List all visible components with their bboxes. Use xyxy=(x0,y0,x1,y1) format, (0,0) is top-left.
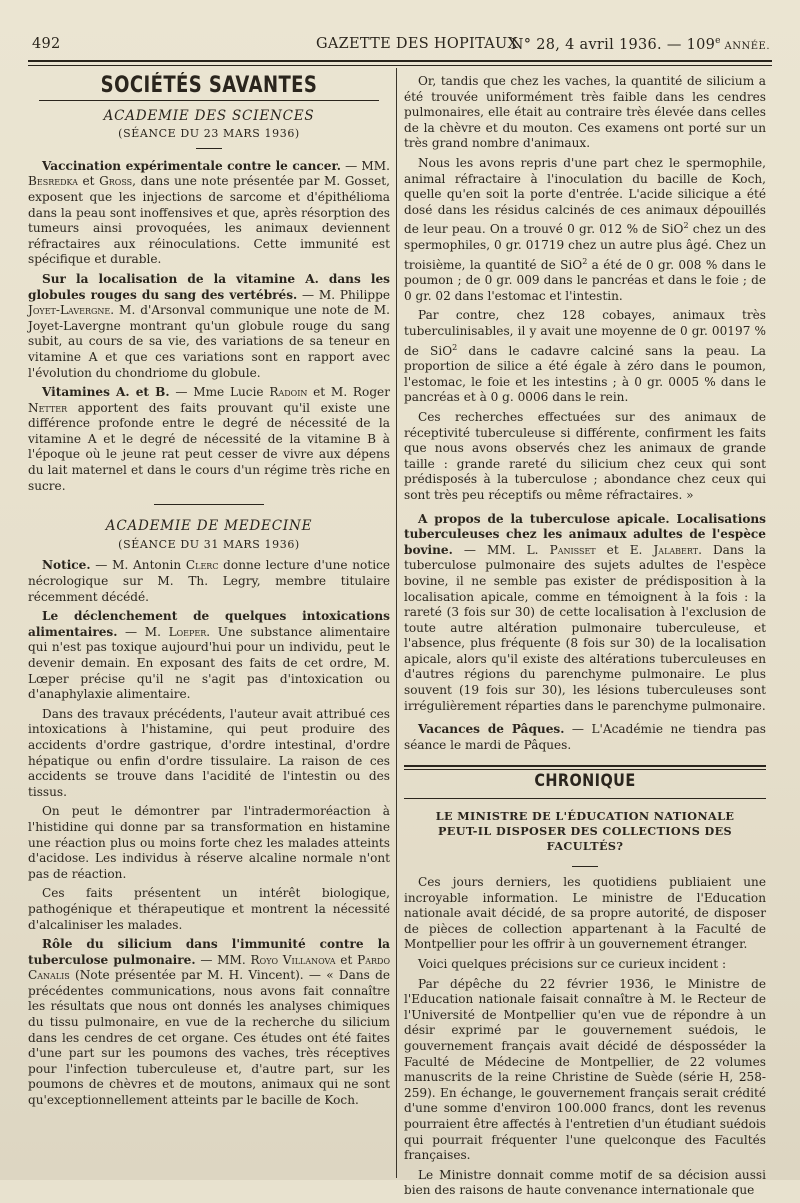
article-vacances xyxy=(404,722,766,753)
article-vitamine-a xyxy=(28,272,390,381)
short-rule xyxy=(196,148,222,149)
text: et M. Roger xyxy=(307,385,390,400)
article-body: — L'Académie ne tiendra pas séance le mardi de Pâques. xyxy=(404,722,766,752)
superscript: 2 xyxy=(683,221,689,231)
author: Panisset xyxy=(549,542,596,557)
section-rule xyxy=(39,100,379,101)
article-body: (Note présentée par M. H. Vincent). — « Dans de précédentes communications, nous avons fait connaître les résultats que nous ont donnés les analyses chimiques du tissu pulmonaire, en vue de la recherche du silicium dans les cendres de cet organe. Ces études ont été faites d'une part sur les poumons des vaches, très réceptives pour l'infection tuberculeuse et, d'autre part, sur les poumons de chèvres et de moutons, animaux qui ne sont qu'exceptionnellement atteints par le bacille de Koch. xyxy=(28,968,390,1108)
author: Besredka xyxy=(28,174,78,189)
text: — M. Philippe xyxy=(297,287,390,302)
author: Jalabert xyxy=(653,542,699,557)
author: Joyet-Lavergne xyxy=(28,303,111,318)
issue-suffix: ANNÉE. xyxy=(720,40,770,52)
subheading-line: LE MINISTRE DE L'ÉDUCATION NATIONALE xyxy=(435,809,735,824)
author: Radoin xyxy=(269,385,308,400)
author: Royo Villanova xyxy=(250,952,336,967)
superscript: 2 xyxy=(452,342,458,352)
article-title: Rôle du silicium dans l'immunité contre la tuberculose pulmonaire. xyxy=(28,937,390,967)
article-title: Le déclenchement de quelques intoxications alimentaires. xyxy=(28,609,390,639)
article-notice xyxy=(28,558,390,605)
article-vitamines-ab xyxy=(28,385,390,494)
text: et xyxy=(335,952,358,967)
paragraph: On peut le démontrer par l'intradermoréaction à l'histidine qui donne par sa transformation en histamine une réaction plus ou moins forte chez les malades atteints d'acidose. Les individus à réserve alcaline normale n'ont pas de réaction. xyxy=(28,804,390,881)
article-vaccination xyxy=(28,159,390,268)
issue-info xyxy=(511,36,770,53)
article-tuberculose-apicale xyxy=(404,512,766,715)
author: Gross xyxy=(99,174,133,189)
paragraph: Le Ministre donnait comme motif de sa décision aussi bien des raisons de haute convenance internationale que xyxy=(404,1167,766,1198)
paragraph-cobayes xyxy=(404,308,766,406)
text: — Mme Lucie xyxy=(169,385,270,400)
header-rule-thick xyxy=(28,60,772,62)
paragraph-spermophile xyxy=(404,156,766,304)
section-title: SOCIÉTÉS SAVANTES xyxy=(100,73,318,98)
paragraph: Par dépêche du 22 février 1936, le Ministre de l'Education nationale faisait connaître à M. le Recteur de l'Université de Montpellier qu'en vue de répondre à un désir exprimé par le gouvernement suédois, le gouvernement français avait décidé de désposséder la Faculté de Médecine de Montpellier, de 22 volumes manuscrits de la reine Christine de Suède (série H, 258-259). En échange, le gouvernement français serait crédité d'une somme d'environ 100.000 francs, dont les revenus pourraient être affectés à l'entretien d'un étudiant suédois qui pourrait fréquenter l'une quelconque des Facultés françaises. xyxy=(404,976,766,1163)
chronique-underline xyxy=(404,798,766,799)
academy-sciences-title: ACADEMIE DES SCIENCES xyxy=(103,107,315,124)
header-rule-thin xyxy=(28,65,772,66)
article-title: Vitamines A. et B. xyxy=(42,385,170,400)
paragraph: Dans des travaux précédents, l'auteur avait attribué ces intoxications à l'histamine, qui peut produire des accidents d'ordre gastrique, d'ordre intestinal, d'ordre hépatique ou enfin d'ordre tissulaire. La raison de ces accidents se trouve dans l'acidité de l'intestin ou des tissus. xyxy=(28,706,390,799)
article-title: Sur la localisation de la vitamine A. dans les globules rouges du sang des vertébrés. xyxy=(28,271,390,302)
author: Netter xyxy=(28,400,68,415)
seance-date: (SÉANCE DU 31 MARS 1936) xyxy=(118,537,300,551)
article-intoxications xyxy=(28,609,390,703)
text: et xyxy=(77,174,100,189)
journal-title: GAZETTE DES HOPITAUX xyxy=(316,36,519,52)
issue-text: N° 28, 4 avril 1936. — 109 xyxy=(510,36,716,53)
paragraph: Ces recherches effectuées sur des animaux de réceptivité tuberculeuse si différente, confirment les faits que nous avons observés chez les animaux de grande taille : grande rareté du silicium chez ceux qui sont prédisposés à la tuberculose ; abondance chez ceux qui sont très peu réceptifs ou même réfractaires. » xyxy=(404,409,766,502)
paragraph: Ces faits présentent un intérêt biologique, pathogénique et thérapeutique et montrent la nécessité d'alcaliniser les malades. xyxy=(28,886,390,932)
article-title: Vaccination expérimentale contre le cancer. xyxy=(42,158,341,173)
column-divider xyxy=(396,68,397,1178)
seance-date: (SÉANCE DU 23 MARS 1936) xyxy=(118,127,300,141)
article-body: . M. d'Arsonval communique une note de M. Joyet-Lavergne montrant qu'un globule rouge du sang subit, au cours de sa vie, des variations de sa teneur en vitamine A et que ces variations sont en rapport avec l'évolution du chondriome du globule. xyxy=(28,303,390,380)
text: — M. xyxy=(117,624,169,639)
text: Nous les avons repris d'une part chez le spermophile, animal réfractaire à l'inoculation du bacille de Koch, quelle qu'en soit la porte d'entrée. L'acide silicique a été dosé dans les résidus calcinés de ces animaux dépouillés de leur peau. On a trouvé 0 gr. 012 % de SiO xyxy=(404,155,766,237)
article-title: Notice. xyxy=(42,558,91,573)
text: — MM. xyxy=(195,952,251,967)
article-body: apportent des faits prouvant qu'il existe une différence profonde entre le degré de nécessité de la vitamine A et le degré de nécessité de la vitamine B à l'époque où le jeune rat peut cesser de vivre aux dépens du lait maternel et dans le cours d'un régime très riche en sucre. xyxy=(28,400,390,493)
article-body: . Dans la tuberculose pulmonaire des sujets adultes de l'espèce bovine, il ne semble pas exister de prédisposition à la localisation apicale, comme en témoignent à la fois : la rareté (3 fois sur 30) de cette localisation à l'exclusion de toute autre altération pulmonaire tuberculeuse, et l'absence, plus fréquente (8 fois sur 30) de la localisation apicale, alors qu'il existe des altérations tuberculeuses en d'autres régions du parenchyme pulmonaire. Le plus souvent (19 fois sur 30), les lésions tuberculeuses sont irrégulièrement réparties dans le parenchyme pulmonaire. xyxy=(404,542,766,713)
issue-sup: e xyxy=(715,36,721,46)
paragraph: Ces jours derniers, les quotidiens publiaient une incroyable information. Le ministre de l'Education nationale avait décidé, de sa propre autorité, de disposer de pièces de collection appartenant à la Faculté de Montpellier pour les offrir à un gouvernement étranger. xyxy=(404,875,766,952)
text: — MM. L. xyxy=(452,542,550,557)
paragraph: Or, tandis que chez les vaches, la quantité de silicium a été trouvée uniformément très faible dans les cendres pulmonaires, elle était au contraire très élevée dans celles de la chèvre et du mouton. Ces examens ont porté sur un très grand nombre d'animaux. xyxy=(404,74,766,151)
article-title: A propos de la tuberculose apicale. Localisations tuberculeuses chez les animaux adultes de l'espèce bovine. xyxy=(404,511,766,557)
article-title: Vacances de Pâques. xyxy=(418,722,565,737)
text: — M. Antonin xyxy=(90,558,186,573)
chronique-subheading xyxy=(404,809,766,854)
section-divider xyxy=(154,504,264,505)
text: a été de 0 gr. 008 % dans le poumon ; de 0 gr. 009 dans le pancréas et dans le foie ; de 0 gr. 02 dans l'estomac et l'intestin. xyxy=(404,257,766,303)
text: Par contre, chez 128 cobayes, animaux très tuberculinisables, il y avait une moyenne de 0 gr. 00197 % de SiO xyxy=(404,308,766,358)
article-silicium xyxy=(28,937,390,1109)
author: Loeper xyxy=(168,624,207,639)
chronique-title: CHRONIQUE xyxy=(534,771,636,792)
article-body: donne lecture d'une notice nécrologique sur M. Th. Legry, membre titulaire récemment décédé. xyxy=(28,558,390,604)
academy-medecine-title: ACADEMIE DE MEDECINE xyxy=(105,518,313,535)
article-body: . Une substance alimentaire qui n'est pas toxique aujourd'hui pour un individu, peut le devenir demain. En exposant des faits de cet ordre, M. Lœper précise qu'il ne s'agit pas d'intoxication ou d'anaphylaxie alimentaire. xyxy=(28,624,391,702)
chronique-rule xyxy=(404,765,766,770)
article-body: , dans une note présentée par M. Gosset, exposent que les injections de sarcome et d'épithélioma dans la peau sont inoffensives et que, après résorption des tumeurs ainsi provoquées, les animaux deviennent réfractaires aux réinoculations. Cette immunité est spécifique et durable. xyxy=(28,174,390,267)
author: Pardo Canalis xyxy=(28,952,391,983)
superscript: 2 xyxy=(582,256,588,266)
short-rule xyxy=(572,866,598,867)
left-column xyxy=(28,74,390,1113)
page-number: 492 xyxy=(32,36,61,52)
text: chez un des spermophiles, 0 gr. 01719 chez un autre plus âgé. Chez un troisième, la quantité de SiO xyxy=(404,222,766,272)
running-header xyxy=(28,34,770,56)
author: Clerc xyxy=(185,558,219,573)
text: dans le cadavre calciné sans la peau. La proportion de silice a été égale à zéro dans le poumon, l'estomac, le foie et les intestins ; à 0 gr. 0005 % dans le pancréas et à 0 g. 0006 dans le rein. xyxy=(404,343,767,405)
right-column xyxy=(404,74,766,1203)
text: et E. xyxy=(595,542,654,557)
subheading-line: PEUT-IL DISPOSER DES COLLECTIONS DES FACULTÉS? xyxy=(437,824,732,854)
paragraph: Voici quelques précisions sur ce curieux incident : xyxy=(418,957,727,971)
text: — MM. xyxy=(340,158,390,173)
